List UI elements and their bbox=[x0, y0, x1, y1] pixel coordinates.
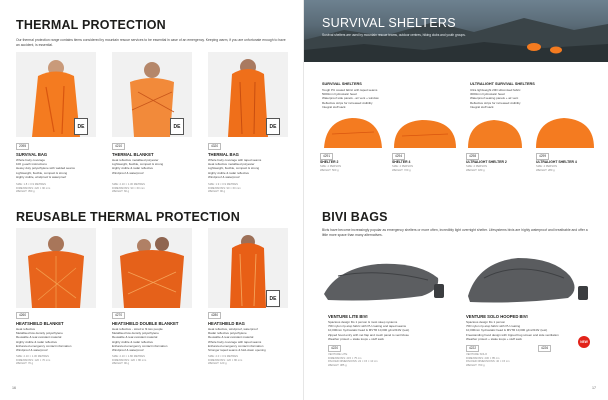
bivi-heading: BIVI BAGS bbox=[322, 210, 388, 224]
product-code: 4320 bbox=[208, 143, 221, 150]
product-code: 4220 bbox=[328, 345, 341, 352]
product-name: THERMAL BAG bbox=[208, 152, 239, 157]
product-name: THERMAL BLANKET bbox=[112, 152, 154, 157]
product-features: Heat reflective Metallised low density polyethylene Reusable & tear-resistant material Highly visible & radar reflective Enhanced emergency contact information Windproof & waterproof bbox=[16, 327, 72, 353]
shelter-group-title: SURVIVAL SHELTERS bbox=[322, 82, 362, 86]
heatshield-blanket-photo bbox=[16, 228, 96, 308]
product-spec: SIZE: 2.0 × 0.9 METRES DIMENSIONS: 120 × 80 mm WEIGHT: 120 g bbox=[208, 355, 243, 366]
product-code: 4260 bbox=[16, 312, 29, 319]
product-features: Whole body coverage with taped seams Heat reflective metallised polyester Lightweight, flexible, compact & strong Highly visible & radar reflective Windproof & waterproof bbox=[208, 158, 262, 179]
product-code: 4210 bbox=[112, 143, 125, 150]
product-features: Spacious design fits 1 person & most sleep systems 70D nylon rip-stop fabric with PU coating and taped seams 10,000mm hydrostatic head & MVTR 10,000 g/m2/24hr (test) Zipped hood entry with net flap and mesh panel to vent/close Weather protect + stake loops + stuff sack bbox=[328, 320, 410, 341]
product-name: VENTURE LITE BIVI bbox=[328, 314, 368, 319]
product-features: Heat reflective, windproof, waterproof Radar reflective polyethylene Reusable & tear-resistant material Whole body coverage with taped seams Enhanced emergency contact information Stronger taped seams & fold-down opening bbox=[208, 327, 266, 353]
product-code: 2095 bbox=[16, 143, 29, 150]
shelter-group-features: Tough PU coated fabric with taped seams 5000mm hydrostatic head Waterproof side panels - air vent + window Reflective strips for increased visibility Integral stuff sack bbox=[322, 88, 379, 109]
reusable-heading: REUSABLE THERMAL PROTECTION bbox=[16, 210, 240, 224]
product-code: 4294 bbox=[392, 153, 405, 160]
bivi-images bbox=[318, 246, 598, 308]
product-features: Heat reflective metallised polyester Lightweight, flexible, compact & strong Highly visible & radar reflective Windproof & waterproof bbox=[112, 158, 164, 175]
product-code: 4270 bbox=[112, 312, 125, 319]
product-spec: SIZE: 1.8 × 0.9 METRES DIMENSIONS: 220 × 90 mm WEIGHT: 350 g bbox=[16, 183, 51, 194]
product-code: 4298 bbox=[466, 153, 479, 160]
shelter-group-title: ULTRALIGHT SURVIVAL SHELTERS bbox=[470, 82, 535, 86]
de-badge-icon: DE bbox=[266, 290, 280, 307]
product-code: 4280 bbox=[208, 312, 221, 319]
product-code: 4226 bbox=[538, 345, 551, 352]
product-spec: SIZE: 2.10 × 1.30 METRES DIMENSIONS: 90 × 60 mm WEIGHT: 60 g bbox=[112, 183, 145, 194]
product-features: Spacious design fits 1 person 70D nylon rip-stop fabric with PU coating 10,000mm hydrostatic head & MVTR 10,000 g/m2/24hr (test) Freestanding hood design with zipped bug screen and side ventilation Weather protect + stake loops + stuff sack bbox=[466, 320, 559, 341]
product-spec: SIZE: 4 PERSON WEIGHT: 280 g bbox=[536, 165, 558, 172]
product-code: 4291 bbox=[320, 153, 333, 160]
product-spec: VENTURE SOLO DIMENSIONS: 230 × 85 cm PACKED DIMENSIONS: 40 × 15 cm WEIGHT: 700 g bbox=[466, 353, 510, 367]
product-spec: SIZE: 1.9 × 0.9 METRES DIMENSIONS: 90 × 60 mm WEIGHT: 90 g bbox=[208, 183, 241, 194]
product-code: 4299 bbox=[536, 153, 549, 160]
product-spec: SIZE: 2 PERSON WEIGHT: 180 g bbox=[466, 165, 488, 172]
product-name: VENTURE SOLO HOOPED BIVI bbox=[466, 314, 528, 319]
ultralight-shelter-2-image bbox=[468, 120, 522, 148]
product-spec: SIZE: 2 PERSON WEIGHT: 500 g bbox=[320, 165, 342, 172]
new-badge: NEW bbox=[578, 336, 590, 348]
ultralight-shelter-4-image bbox=[536, 118, 594, 148]
product-spec: SIZE: 2.10 × 1.80 METRES DIMENSIONS: 120 × 80 mm WEIGHT: 90 g bbox=[112, 355, 147, 366]
thermal-heading: THERMAL PROTECTION bbox=[16, 18, 166, 32]
shelter-group-features: Ultra lightweight 20D siliconised fabric 3000mm hydrostatic head Waterproof seating panels + air vent Reflective strips for increased visibility Integral stuff sack bbox=[470, 88, 521, 109]
product-spec: VENTURE LITE DIMENSIONS: 215 × 75 cm PACKED DIMENSIONS: 22 × 15 × 10 cm WEIGHT: 385 g bbox=[328, 353, 378, 367]
product-name: ULTRALIGHT SHELTER 2 bbox=[466, 160, 507, 164]
page-number: 16 bbox=[12, 386, 16, 390]
de-badge-icon: DE bbox=[170, 118, 184, 135]
venture-solo-hooped-bivi-image bbox=[468, 258, 575, 303]
product-spec: SIZE: 2.10 × 1.30 METRES DIMENSIONS: 120 × 70 mm WEIGHT: 70 g bbox=[16, 355, 51, 366]
bivi-intro: Bivis have become increasingly popular as emergency shelters or more often, incredibly light overnight shelter. Lifesystems bivis are highly waterproof and breathable and offer a little more space than many alternatives. bbox=[322, 228, 588, 237]
page-number: 17 bbox=[592, 386, 596, 390]
hero-title: SURVIVAL SHELTERS bbox=[322, 16, 456, 30]
shelter-images bbox=[318, 114, 598, 150]
hero-banner bbox=[304, 0, 608, 62]
product-features: Heat reflective - sized to fit two people Metallised low density polyethylene Reusable & tear-resistant material Highly visible & radar reflective Enhanced emergency contact information Windproof & waterproof bbox=[112, 327, 168, 353]
product-name: HEATSHIELD BAG bbox=[208, 321, 245, 326]
product-name: ULTRALIGHT SHELTER 4 bbox=[536, 160, 577, 164]
hero-subtitle: Survival shelters are used by mountain rescue teams, outdoor centres, hiking clubs and youth groups. bbox=[322, 33, 466, 37]
product-name: SHELTER 4 bbox=[392, 160, 411, 164]
thermal-intro: Our thermal protection range contains items considered by mountain rescue services to be essential in case of an emergency. Keeping warm, if you are unfortunate enough to have an accident, is essential. bbox=[16, 38, 286, 47]
product-code: 4222 bbox=[466, 345, 479, 352]
right-page bbox=[304, 0, 608, 400]
de-badge-icon: DE bbox=[74, 118, 88, 135]
product-name: SHELTER 2 bbox=[320, 160, 339, 164]
stuff-sack-image bbox=[578, 286, 588, 300]
de-badge-icon: DE bbox=[266, 118, 280, 135]
heatshield-double-blanket-photo bbox=[112, 228, 192, 308]
product-name: HEATSHIELD BLANKET bbox=[16, 321, 64, 326]
stuff-sack-image bbox=[434, 284, 444, 298]
product-spec: SIZE: 4 PERSON WEIGHT: 720 g bbox=[392, 165, 414, 172]
venture-lite-bivi-image bbox=[324, 264, 438, 301]
product-features: Whole body coverage 100 g each instructions Heavy duty polyethylene with welded seams Lightweight, flexible, compact & strong Highly visible, windproof & waterproof bbox=[16, 158, 75, 179]
product-name: SURVIVAL BAG bbox=[16, 152, 48, 157]
product-name: HEATSHIELD DOUBLE BLANKET bbox=[112, 321, 179, 326]
